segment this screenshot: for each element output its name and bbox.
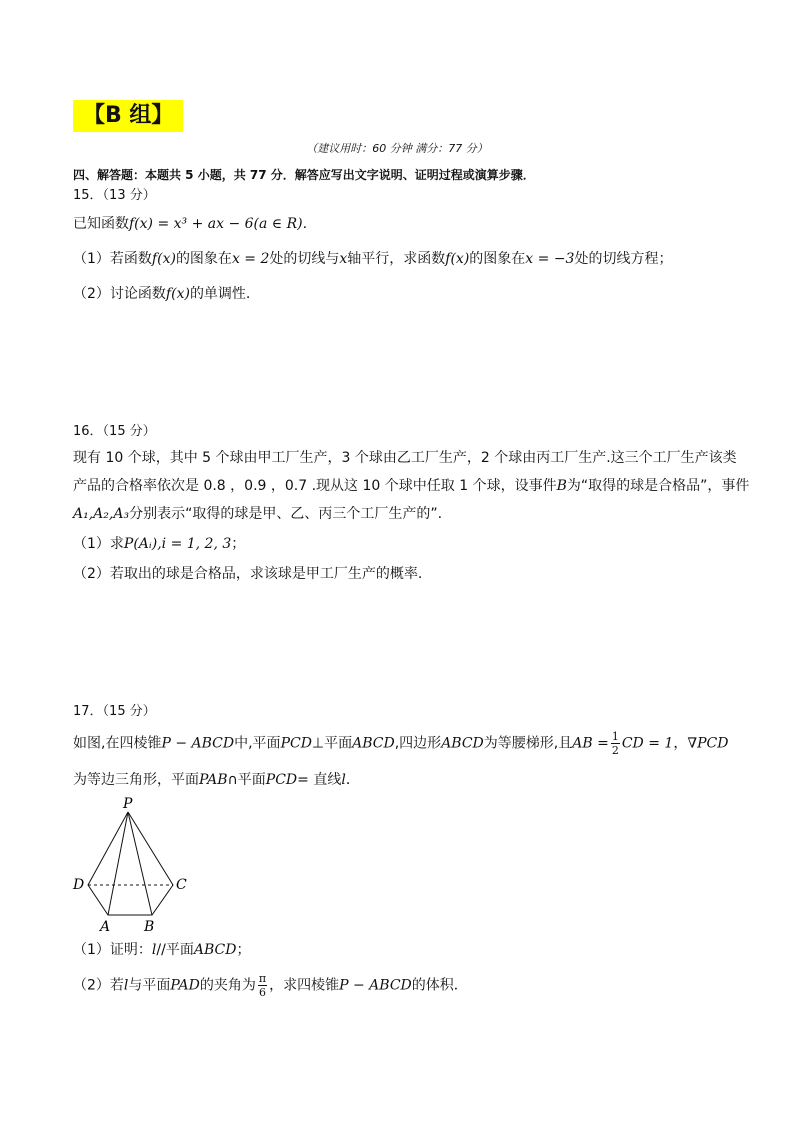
q15-part1-math: x = −3 bbox=[525, 251, 575, 267]
label-p: P bbox=[123, 796, 133, 812]
q17-line2-math: PCD bbox=[265, 772, 298, 788]
q17-line1-text: ， bbox=[673, 735, 688, 752]
q17-line1-math: ABCD bbox=[441, 735, 484, 752]
q16-line2-math: B bbox=[556, 478, 567, 494]
q16-line3-text: 分别表示“取得的球是甲、乙、丙三个工厂生产的”. bbox=[129, 506, 443, 522]
label-b: B bbox=[144, 919, 155, 935]
q16-part1-math: P(Aᵢ),i = 1, 2, 3 bbox=[123, 536, 232, 552]
q16-line2-text: 产品的合格率依次是 0.8 ，0.9 ，0.7 .现从这 10 个球中任取 1 个球，设事件 bbox=[73, 478, 557, 494]
q17-part2-text: ，求四棱锥 bbox=[269, 977, 340, 994]
q17-line1-math: AB = bbox=[572, 735, 609, 752]
q17-part1-text: （1）证明： bbox=[73, 942, 152, 958]
q15-part1 bbox=[73, 248, 672, 268]
q15-part1-math: x bbox=[339, 251, 348, 267]
fraction-one-half bbox=[611, 730, 620, 757]
q16-part1-text: （1）求 bbox=[73, 536, 124, 552]
q17-part1-text: ； bbox=[236, 942, 251, 958]
q17-line2-text: = 直线 bbox=[297, 772, 342, 788]
q17-line1-text: 如图,在四棱锥 bbox=[73, 735, 162, 752]
q15-part1-text: 处的切线与 bbox=[269, 251, 340, 267]
q15-part1-math: f(x) bbox=[445, 251, 470, 267]
pyramid-diagram bbox=[70, 795, 200, 935]
q15-stem-math: f(x) = x³ + ax − 6(a ∈ R). bbox=[129, 216, 308, 232]
q15-part2-math: f(x) bbox=[165, 286, 190, 302]
q16-number: 16．（15 分） bbox=[73, 424, 156, 439]
section-header: 四、解答题：本题共 5 小题，共 77 分．解答应写出文字说明、证明过程或演算步骤． bbox=[73, 168, 535, 182]
q17-line1 bbox=[73, 730, 728, 757]
fraction-denominator: 2 bbox=[611, 744, 619, 757]
q16-line2-text: 为“取得的球是合格品”，事件 bbox=[566, 478, 750, 494]
q16-line3-math: A₁,A₂,A₃ bbox=[73, 506, 130, 522]
q15-part1-text: 的图象在 bbox=[175, 251, 232, 267]
q17-part2-math: PAD bbox=[170, 977, 200, 994]
q17-line1-text: 为等腰梯形,且 bbox=[483, 735, 573, 752]
q16-part1 bbox=[73, 533, 245, 553]
q15-part1-text: 处的切线方程； bbox=[574, 251, 673, 267]
q17-line2-math: PAB bbox=[199, 772, 228, 788]
q15-part1-math: f(x) bbox=[151, 251, 176, 267]
q17-part2-math: P − ABCD bbox=[339, 977, 412, 994]
q17-line2 bbox=[73, 769, 360, 789]
q17-part2 bbox=[73, 972, 468, 999]
q15-stem bbox=[73, 213, 307, 233]
q16-part2: （2）若取出的球是合格品，求该球是甲工厂生产的概率. bbox=[73, 566, 423, 582]
q16-line1: 现有 10 个球，其中 5 个球由甲工厂生产，3 个球由乙工厂生产，2 个球由丙工厂生产.这三个工厂生产该类 bbox=[73, 450, 737, 466]
q15-part2 bbox=[73, 283, 250, 303]
q17-part2-text: （2）若 bbox=[73, 977, 124, 994]
edge-pb bbox=[128, 812, 152, 915]
q15-part2-text: 的单调性. bbox=[189, 286, 251, 302]
label-a: A bbox=[100, 919, 111, 935]
q17-line1-text: 中,平面 bbox=[234, 735, 281, 752]
q17-line1-text: ,四边形 bbox=[394, 735, 442, 752]
q17-line1-text: ⊥平面 bbox=[311, 735, 353, 752]
q17-line1-math: CD = 1 bbox=[621, 735, 674, 752]
q16-line2 bbox=[73, 475, 749, 495]
q15-part1-text: 轴平行，求函数 bbox=[347, 251, 446, 267]
pyramid-figure bbox=[70, 795, 200, 935]
q16-line3 bbox=[73, 503, 442, 523]
q15-part2-text: （2）讨论函数 bbox=[73, 286, 166, 302]
q15-stem-text: 已知函数 bbox=[73, 216, 129, 232]
q17-line1-math: PCD bbox=[280, 735, 312, 752]
q17-part1-text: //平面 bbox=[156, 942, 194, 958]
q16-part1-text: ； bbox=[231, 536, 246, 552]
q17-part2-text: 的体积． bbox=[411, 977, 468, 994]
fraction-numerator: 1 bbox=[611, 730, 619, 743]
fraction-pi-over-six bbox=[258, 972, 267, 999]
fraction-numerator: π bbox=[258, 972, 267, 985]
q17-number: 17．（15 分） bbox=[73, 704, 156, 719]
q17-line2-text: 为等边三角形，平面 bbox=[73, 772, 199, 788]
q17-line2-math: l bbox=[341, 772, 346, 788]
q17-part1-math: ABCD bbox=[193, 942, 237, 958]
q17-line1-math: P − ABCD bbox=[161, 735, 235, 752]
q15-part1-text: （1）若函数 bbox=[73, 251, 152, 267]
suggested-time: （建议用时：60 分钟 满分：77 分） bbox=[306, 142, 488, 155]
q17-part2-text: 的夹角为 bbox=[199, 977, 256, 994]
q17-part2-math: l bbox=[123, 977, 129, 994]
label-c: C bbox=[176, 877, 187, 893]
q17-part1-math: l bbox=[151, 942, 157, 958]
edge-pa bbox=[108, 812, 128, 915]
q17-part2-text: 与平面 bbox=[128, 977, 171, 994]
q15-part1-math: x = 2 bbox=[231, 251, 270, 267]
q17-line1-math: ABCD bbox=[352, 735, 395, 752]
q17-part1 bbox=[73, 939, 250, 959]
q17-line2-text: ． bbox=[345, 772, 360, 788]
fraction-denominator: 6 bbox=[259, 986, 266, 999]
label-d: D bbox=[73, 877, 85, 893]
q15-number: 15．（13 分） bbox=[73, 188, 156, 203]
q15-part1-text: 的图象在 bbox=[469, 251, 526, 267]
pyramid-outline bbox=[88, 812, 173, 915]
q17-line1-math: ∇PCD bbox=[687, 735, 729, 752]
q17-line2-text: ∩平面 bbox=[227, 772, 266, 788]
group-tag: 【B 组】 bbox=[73, 100, 183, 132]
